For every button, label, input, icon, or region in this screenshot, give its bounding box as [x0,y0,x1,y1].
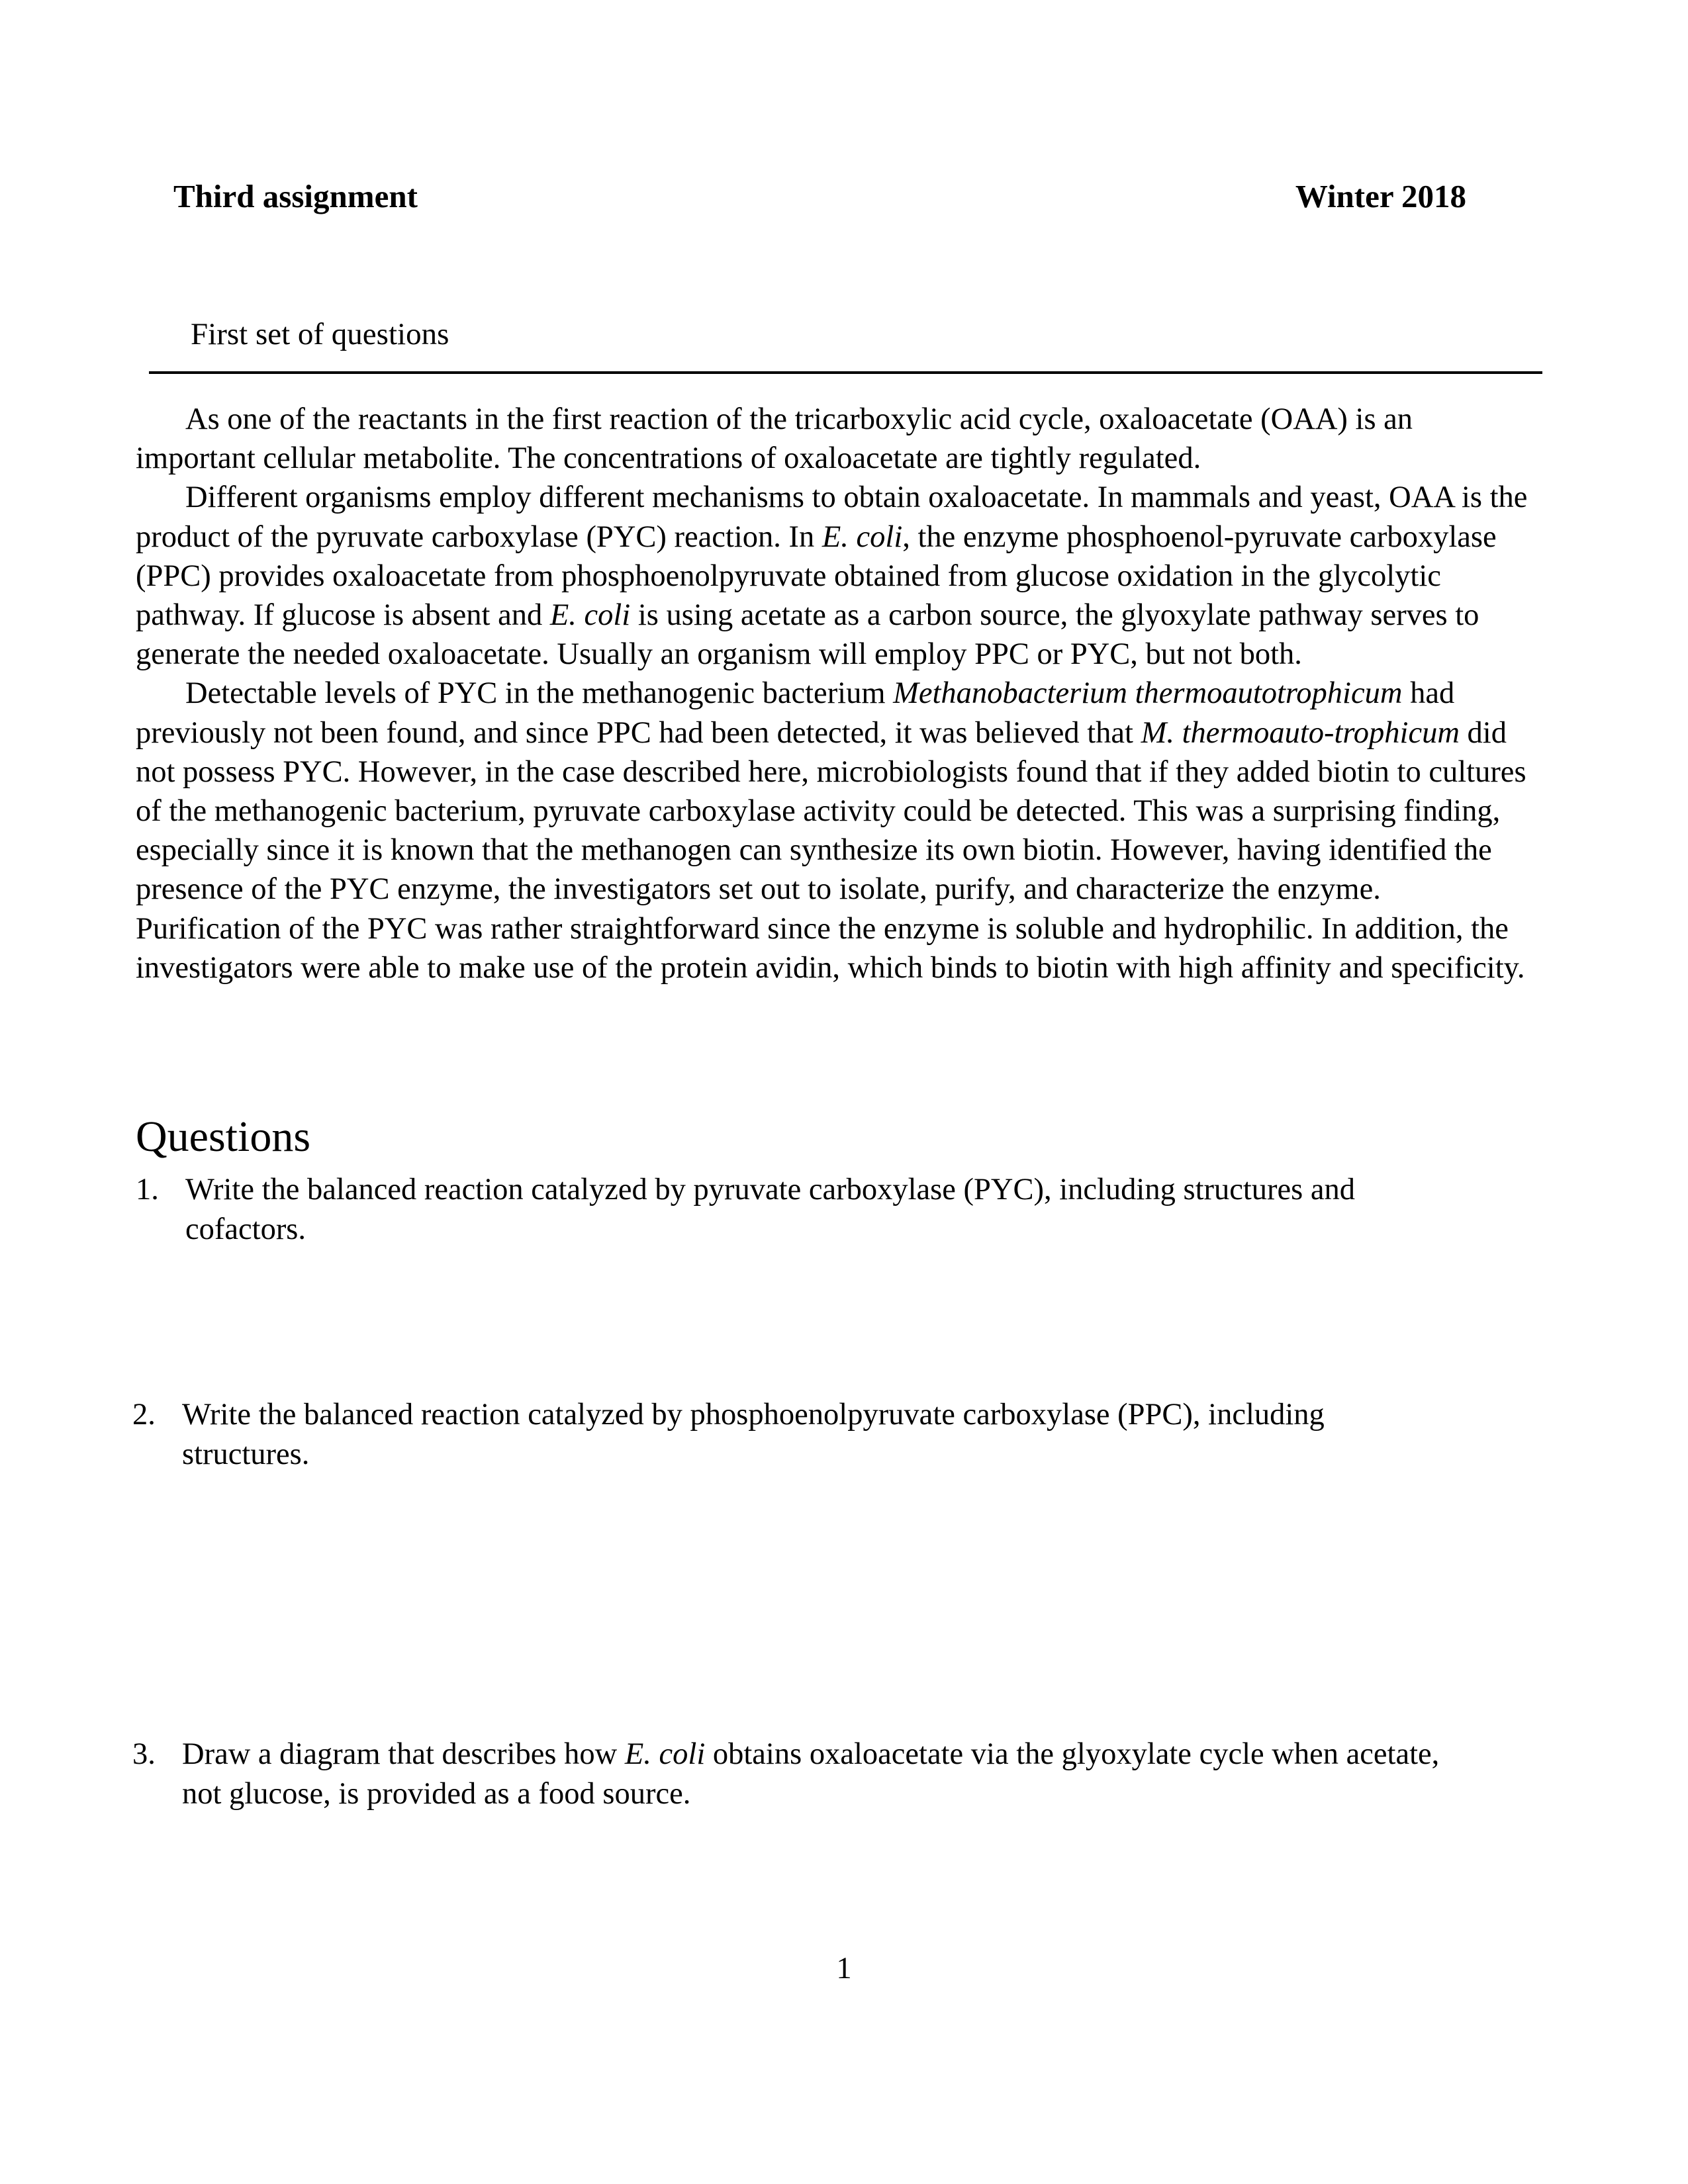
species-name: Methanobacterium thermoautotrophicum [893,676,1403,711]
paragraph-2-text: Different organisms employ different mechanisms to obtain oxaloacetate. In mammals and yeast, OAA is the product of the pyruvate carboxylase (PYC) reaction. In [136,480,1528,554]
question-text: Write the balanced reaction catalyzed by pyruvate carboxylase (PYC), including structures and cofactors. [185,1173,1356,1246]
question-number: 3. [132,1737,156,1771]
document-title: Third assignment [173,178,418,214]
species-name: E. coli [624,1737,706,1771]
species-name: E. coli [821,520,903,554]
question-text-part: obtains oxaloacetate via the glyoxylate cycle when acetate, not glucose, is provided as a food source. [182,1737,1440,1811]
species-name: E. coli [549,598,631,633]
page-number: 1 [836,1952,852,1985]
paragraph-2 [136,478,1529,674]
paragraph-3-text: Detectable levels of PYC in the methanogenic bacterium [185,676,894,711]
question-2 [132,1395,1456,1475]
question-1 [136,1170,1460,1250]
questions-heading: Questions [136,1113,310,1161]
section-title: First set of questions [191,317,449,351]
paragraph-3-text: had previously not been found, and since PPC had been detected, it was believed that [136,676,1455,750]
paragraph-3 [136,674,1529,987]
question-text-part: Draw a diagram that describes how [182,1737,625,1771]
paragraph-3-text: did not possess PYC. However, in the case described here, microbiologists found that if they added biotin to cultures of the methanogenic bacterium, pyruvate carboxylase activity could be detected. This was a surprising finding, especially since it is known that the methanogen can synthesize its own biotin. However, having identified the presence of the PYC enzyme, the investigators set out to isolate, purify, and characterize the enzyme. Purification of the PYC was rather straightforward since the enzyme is soluble and hydrophilic. In addition, the investigators were able to make use of the protein avidin, which binds to biotin with high affinity and specificity. [136,715,1526,985]
question-3 [132,1735,1456,1814]
section-divider [149,371,1542,374]
question-number: 1. [136,1173,159,1206]
question-text [182,1735,1456,1814]
intro-text [136,400,1529,987]
species-name: M. thermoauto-trophicum [1141,715,1460,750]
paragraph-1: As one of the reactants in the first reaction of the tricarboxylic acid cycle, oxaloacetate (OAA) is an important cellular metabolite. The concentrations of oxaloacetate are tightly regulated. [136,402,1413,476]
question-number: 2. [132,1398,156,1432]
question-text: Write the balanced reaction catalyzed by phosphoenolpyruvate carboxylase (PPC), including structures. [182,1398,1325,1471]
paragraph-2-text: is using acetate as a carbon source, the glyoxylate pathway serves to generate the needed oxaloacetate. Usually an organism will employ PPC or PYC, but not both. [136,598,1479,672]
term-label: Winter 2018 [1295,178,1466,214]
paragraph-2-text: , the enzyme phosphoenol-pyruvate carboxylase (PPC) provides oxaloacetate from phosphoenolpyruvate obtained from glucose oxidation in the glycolytic pathway. If glucose is absent and [136,520,1497,633]
